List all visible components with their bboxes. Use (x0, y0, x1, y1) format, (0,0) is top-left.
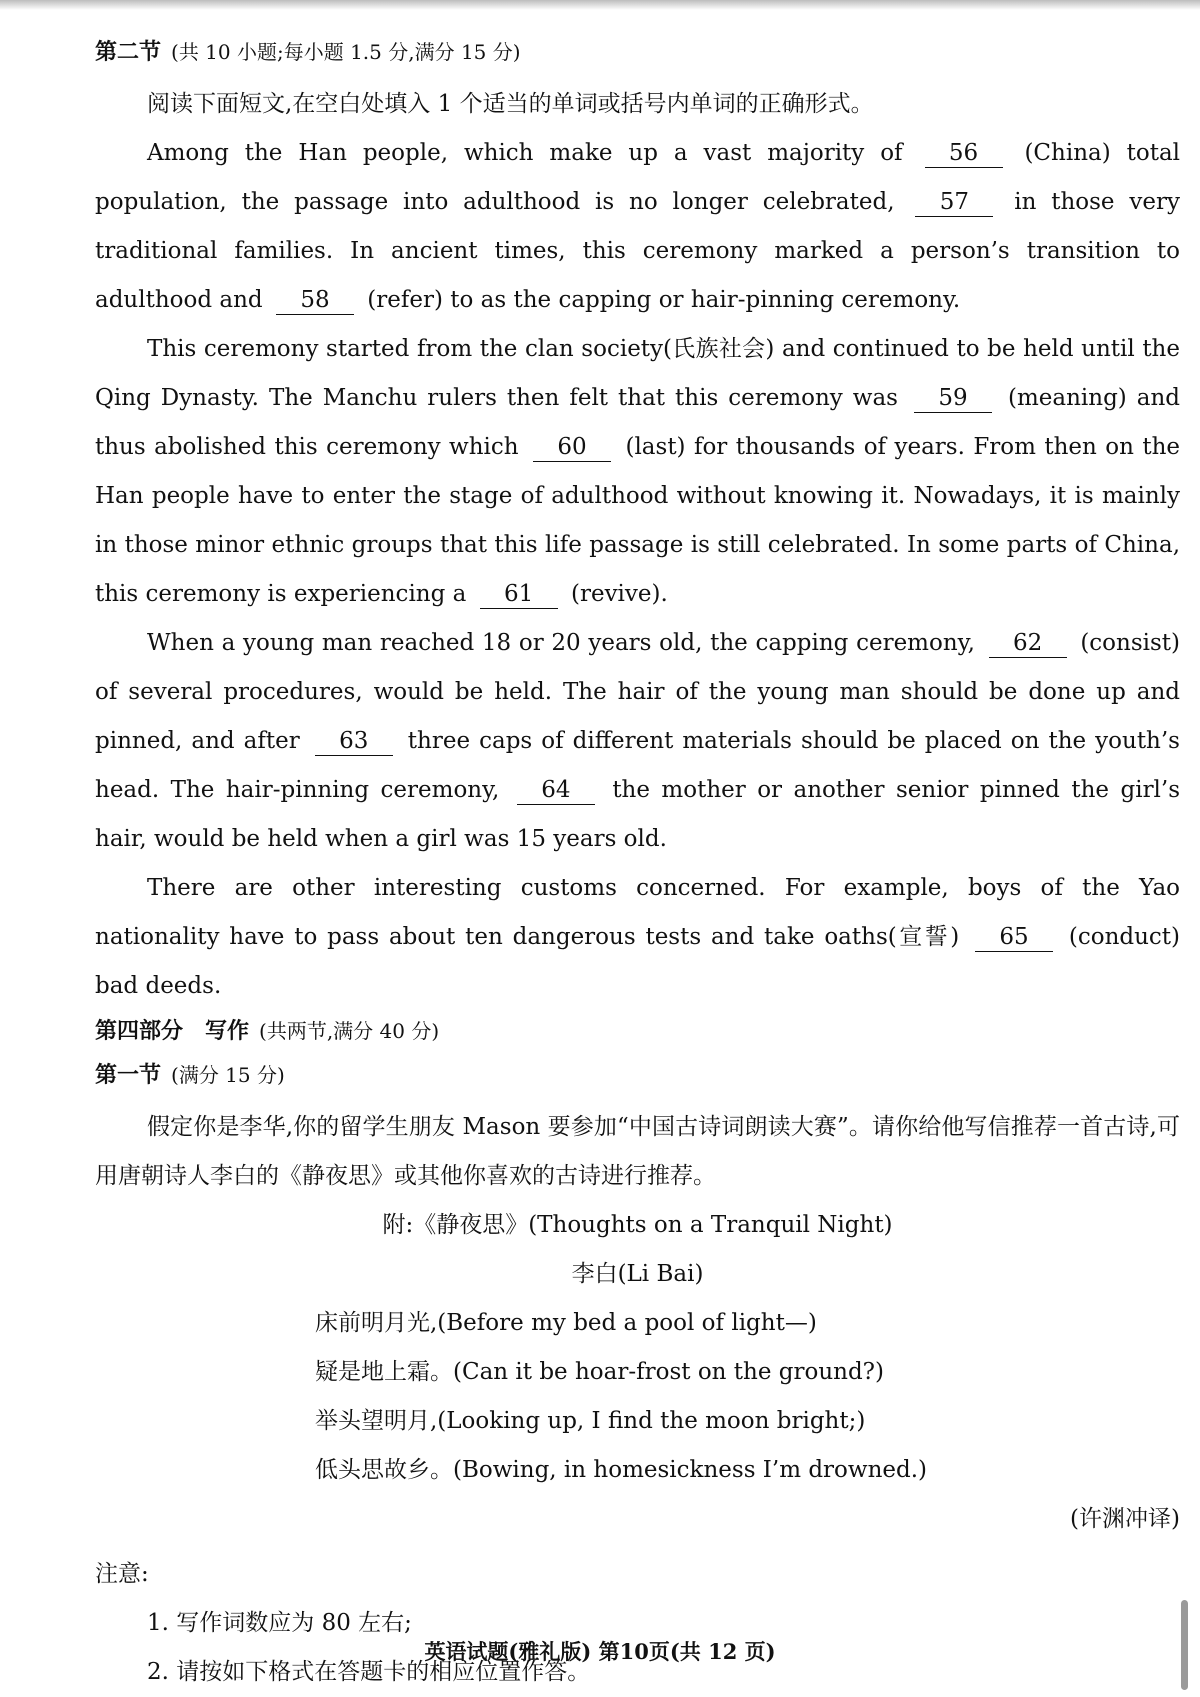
text: Among the Han people, which make up a vast majority of (147, 140, 903, 166)
blank-59[interactable]: 59 (914, 384, 992, 413)
blank-57[interactable]: 57 (915, 188, 993, 217)
part4-heading (95, 1015, 1180, 1047)
note-item: 2. 请按如下格式在答题卡的相应位置作答。 (147, 1659, 591, 1685)
passage-paragraph-1 (95, 129, 1180, 325)
text: (revive). (570, 581, 668, 607)
part4-title: 第四部分 写作 (95, 1018, 250, 1044)
blank-62[interactable]: 62 (989, 629, 1067, 658)
translator-credit: (许渊冲译) (1070, 1506, 1180, 1532)
scan-top-edge (0, 0, 1200, 10)
text: the mother or another senior pinned the girl’s hair, would be held when a girl was 15 years old. (95, 777, 1181, 852)
section1-title: 第一节 (95, 1062, 162, 1088)
passage-paragraph-2 (95, 325, 1180, 619)
note-item: 1. 写作词数应为 80 左右; (147, 1610, 412, 1636)
poem-line: 床前明月光,(Before my bed a pool of light—) (315, 1310, 817, 1336)
text: There are other interesting customs concerned. For example, boys of the Yao nationality have to pass about ten dangerous tests and take oaths(宣誓) (95, 875, 1180, 950)
poem-title: 附:《静夜思》(Thoughts on a Tranquil Night) (382, 1212, 893, 1238)
text: in those very traditional families. In ancient times, this ceremony marked a person’s transition to adulthood and (95, 189, 1180, 313)
poem-line: 低头思故乡。(Bowing, in homesickness I’m drowned.) (315, 1457, 928, 1483)
blank-61[interactable]: 61 (480, 580, 558, 609)
blank-56[interactable]: 56 (925, 139, 1003, 168)
text: When a young man reached 18 or 20 years old, the capping ceremony, (147, 630, 975, 656)
text: This ceremony started from the clan society(氏族社会) and continued to be held until the Qing Dynasty. The Manchu rulers then felt that this ceremony was (95, 336, 1180, 411)
poem-line: 疑是地上霜。(Can it be hoar-frost on the ground?) (315, 1359, 884, 1385)
blank-64[interactable]: 64 (517, 776, 595, 805)
part4-info: (共两节,满分 40 分) (259, 1019, 440, 1043)
section2-title: 第二节 (95, 39, 162, 65)
section2-heading (95, 36, 1180, 68)
page-footer: 英语试题(雅礼版) 第10页(共 12 页) (424, 1639, 776, 1664)
passage-paragraph-4 (95, 864, 1180, 1011)
text: three caps of different materials should be placed on the youth’s head. The hair-pinning ceremony, (95, 728, 1180, 803)
scrollbar[interactable] (1181, 1600, 1188, 1690)
blank-65[interactable]: 65 (975, 923, 1053, 952)
text: (refer) to as the capping or hair-pinning ceremony. (367, 287, 961, 313)
text: (meaning) and thus abolished this ceremony which (95, 385, 1181, 460)
poem-lines (315, 1299, 1180, 1495)
exam-page (95, 32, 1180, 1697)
section1-info: (满分 15 分) (171, 1063, 285, 1087)
passage-paragraph-3 (95, 619, 1180, 864)
section2-info: (共 10 小题;每小题 1.5 分,满分 15 分) (171, 40, 521, 64)
text: (conduct) bad deeds. (95, 924, 1181, 999)
notes-title: 注意: (95, 1561, 149, 1587)
text: (China) total population, the passage into adulthood is no longer celebrated, (95, 140, 1181, 215)
section2-instruction: 阅读下面短文,在空白处填入 1 个适当的单词或括号内单词的正确形式。 (147, 91, 874, 117)
blank-58[interactable]: 58 (276, 286, 354, 315)
blank-63[interactable]: 63 (315, 727, 393, 756)
writing-prompt: 假定你是李华,你的留学生朋友 Mason 要参加“中国古诗词朗读大赛”。请你给他写信推荐一首古诗,可用唐朝诗人李白的《静夜思》或其他你喜欢的古诗进行推荐。 (95, 1114, 1180, 1189)
text: (consist) of several procedures, would be held. The hair of the young man should be done up and pinned, and after (95, 630, 1181, 754)
poem-line: 举头望明月,(Looking up, I find the moon bright;) (315, 1408, 866, 1434)
section1-heading (95, 1059, 1180, 1091)
blank-60[interactable]: 60 (533, 433, 611, 462)
text: (last) for thousands of years. From then on the Han people have to enter the stage of adulthood without knowing it. Nowadays, it is mainly in those minor ethnic groups that this life passage is still celebrated. In some parts of China, this ceremony is experiencing a (95, 434, 1180, 607)
poem-author: 李白(Li Bai) (571, 1261, 704, 1287)
